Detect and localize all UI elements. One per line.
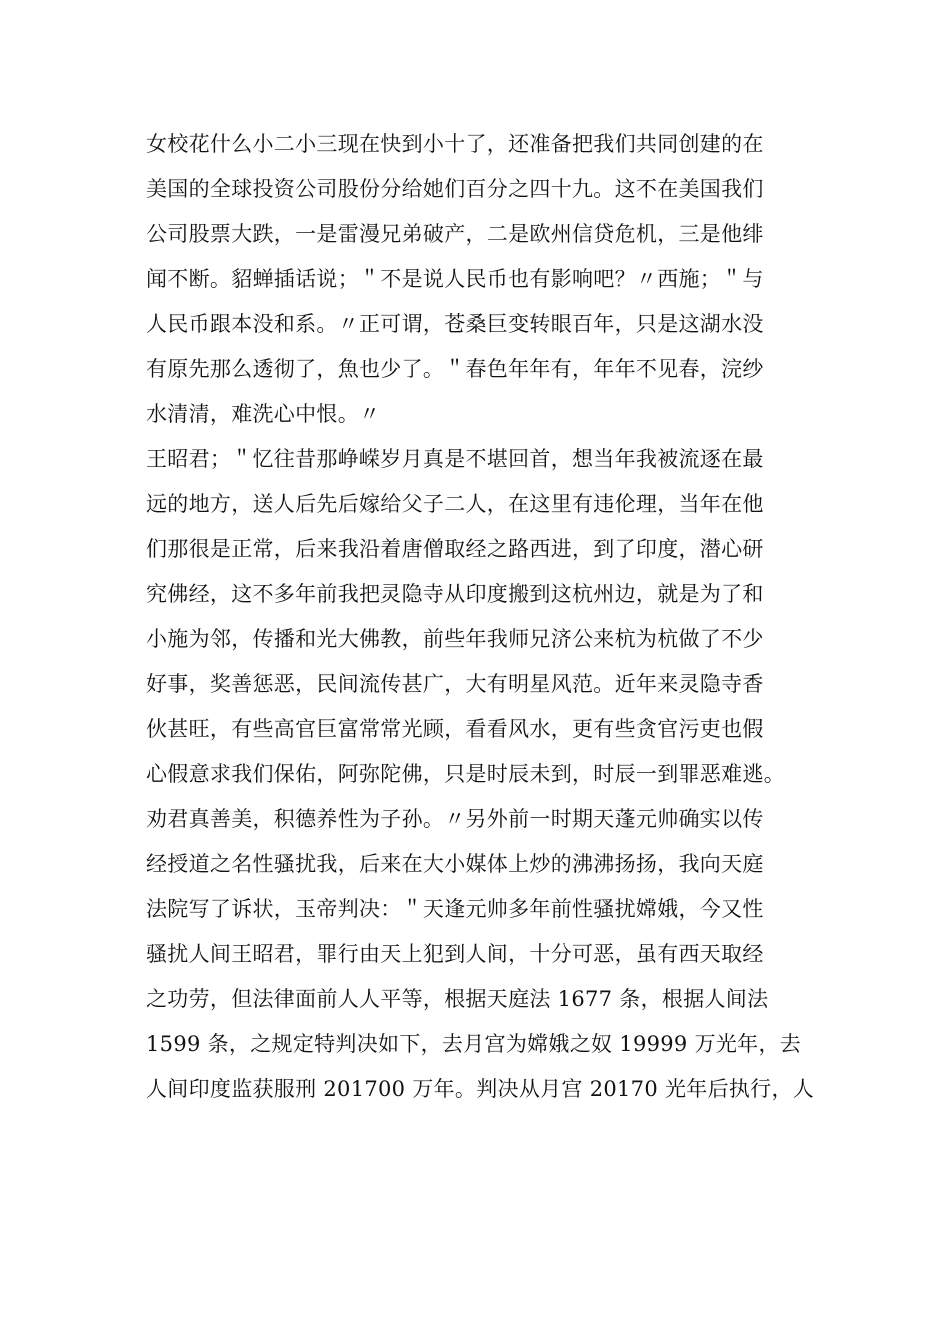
body-text [146,122,826,1112]
text-line: 骚扰人间王昭君，罪行由天上犯到人间，十分可恶，虽有西天取经 [146,942,764,966]
text-line: 人民币跟本没和系。〃正可谓，苍桑巨变转眼百年，只是这湖水没 [146,312,764,336]
text-line: 闻不断。貂蝉插话说；＂不是说人民币也有影响吧？〃西施；＂与 [146,267,764,291]
text-line: 究佛经，这不多年前我把灵隐寺从印度搬到这杭州边，就是为了和 [146,582,764,606]
text-line: 经授道之名性骚扰我，后来在大小媒体上炒的沸沸扬扬，我向天庭 [146,852,764,876]
text-line: 伙甚旺，有些高官巨富常常光顾，看看风水，更有些贪官污吏也假 [146,717,764,741]
text-line: 人间印度监获服刑 201700 万年。判决从月宫 20170 光年后执行，人 [146,1077,815,1101]
text-line: 好事，奖善惩恶，民间流传甚广，大有明星风范。近年来灵隐寺香 [146,672,764,696]
text-line: 女校花什么小二小三现在快到小十了，还准备把我们共同创建的在 [146,132,764,156]
text-line: 公司股票大跌，一是雷漫兄弟破产，二是欧州信贷危机，三是他绯 [146,222,764,246]
text-line: 1599 条，之规定特判决如下，去月宫为嫦娥之奴 19999 万光年，去 [146,1032,802,1056]
text-line: 水清清，难洗心中恨。〃 [146,402,381,426]
text-line: 美国的全球投资公司股份分给她们百分之四十九。这不在美国我们 [146,177,764,201]
text-line: 们那很是正常，后来我沿着唐僧取经之路西进，到了印度，潜心研 [146,537,764,561]
text-line: 远的地方，送人后先后嫁给父子二人，在这里有违伦理，当年在他 [146,492,764,516]
text-line: 小施为邻，传播和光大佛教，前些年我师兄济公来杭为杭做了不少 [146,627,764,651]
text-line: 法院写了诉状，玉帝判决：＂天逢元帅多年前性骚扰嫦娥，今又性 [146,897,764,921]
text-line: 王昭君；＂忆往昔那峥嵘岁月真是不堪回首，想当年我被流逐在最 [146,447,764,471]
text-line: 劝君真善美，积德养性为子孙。〃另外前一时期天蓬元帅确实以传 [146,807,764,831]
text-line: 之功劳，但法律面前人人平等，根据天庭法 1677 条，根据人间法 [146,987,769,1011]
text-line: 有原先那么透彻了，魚也少了。＂春色年年有，年年不见春，浣纱 [146,357,764,381]
text-line: 心假意求我们保佑，阿弥陀佛，只是时辰未到，时辰一到罪恶难逃。 [146,762,785,786]
